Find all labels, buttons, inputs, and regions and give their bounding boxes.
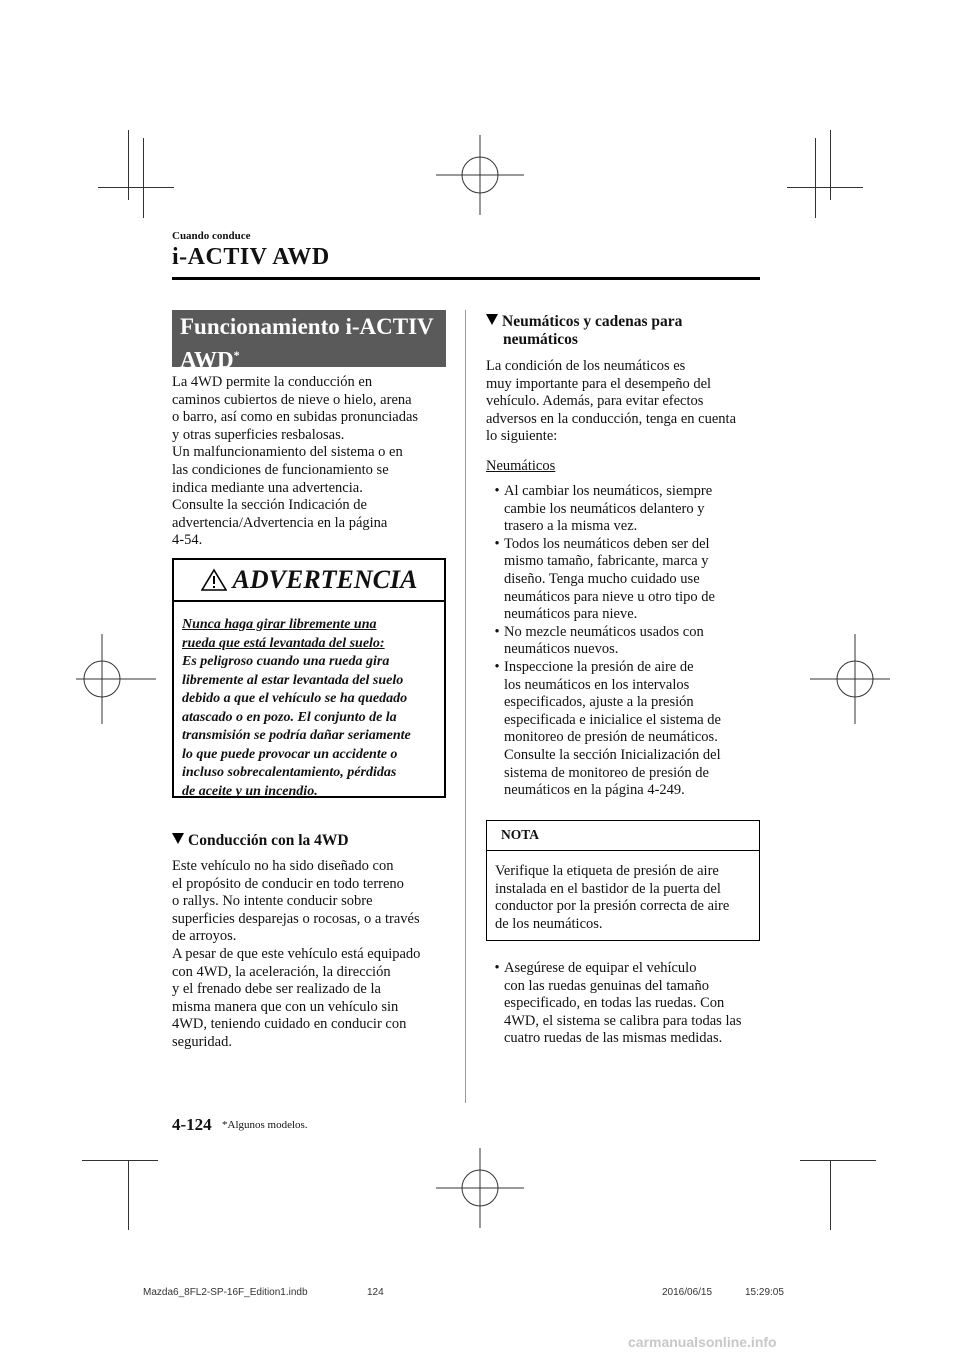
bullet-dot-icon: [490, 978, 504, 996]
tires-intro-paragraph: [486, 358, 736, 446]
page-title: i-ACTIV AWD: [172, 244, 330, 270]
text-line: advertencia/Advertencia en la página: [172, 514, 388, 531]
warning-line: lo que puede provocar un accidente o: [182, 746, 398, 762]
note-header: [487, 821, 759, 851]
bullet-dot-icon: [490, 782, 504, 800]
text-line: las condiciones de funcionamiento se: [172, 461, 389, 478]
bullet-dot-icon: [490, 747, 504, 765]
watermark: carmanualsonline.info: [628, 1334, 777, 1350]
text-line: el propósito de conducir en todo terreno: [172, 875, 404, 892]
bullet-dot-icon: •: [494, 658, 500, 675]
header-section-label: Cuando conduce: [172, 230, 251, 242]
warning-line: rueda que está levantada del suelo:: [182, 635, 385, 651]
warning-line: atascado o en pozo. El conjunto de la: [182, 709, 397, 725]
text-line: misma manera que con un vehículo sin: [172, 998, 399, 1015]
registration-mark-icon: [436, 135, 524, 215]
bullet-dot-icon: [490, 1030, 504, 1048]
warning-text: [182, 616, 444, 801]
crop-mark: [128, 130, 129, 200]
bullet-text: 4WD, el sistema se calibra para todas las: [504, 1012, 742, 1029]
bullet-dot-icon: [490, 677, 504, 695]
page-number: 4-124: [172, 1115, 212, 1134]
text-line: seguridad.: [172, 1033, 232, 1050]
bullet-dot-icon: [490, 694, 504, 712]
print-page: 124: [367, 1287, 384, 1298]
bullet-text: los neumáticos en los intervalos: [504, 676, 690, 693]
text-line: La 4WD permite la conducción en: [172, 374, 373, 390]
bullet-text: monitoreo de presión de neumáticos.: [504, 729, 718, 746]
bullet-text: especificada e inicialice el sistema de: [504, 711, 721, 728]
bullet-dot-icon: [490, 1013, 504, 1031]
section-title-line2: AWD: [180, 347, 234, 373]
bullet-text: diseño. Tenga mucho cuidado use: [504, 570, 700, 587]
bullet-dot-icon: [490, 712, 504, 730]
bullet-item: [486, 659, 721, 800]
warning-line: Nunca haga girar libremente una: [182, 617, 377, 632]
text-line: adversos en la conducción, tenga en cuenta: [486, 410, 737, 427]
bullet-text: especificados, ajuste a la presión: [504, 694, 694, 711]
triangle-down-icon: [172, 833, 184, 844]
bullet-text: especificado, en todas las ruedas. Con: [504, 995, 725, 1012]
intro-paragraph: [172, 374, 418, 550]
driving-paragraph: [172, 858, 420, 1052]
bullet-dot-icon: [490, 553, 504, 571]
warning-line: transmisión se podría dañar seriamente: [182, 728, 411, 743]
bullet-dot-icon: •: [494, 623, 500, 640]
warning-line: libremente al estar levantada del suelo: [182, 672, 404, 688]
warning-line: incluso sobrecalentamiento, pérdidas: [182, 765, 397, 780]
bullet-text: Todos los neumáticos deben ser del: [504, 535, 710, 552]
bullet-dot-icon: [490, 995, 504, 1013]
note-line: Verifique la etiqueta de presión de aire: [495, 863, 719, 879]
text-line: lo siguiente:: [486, 428, 558, 445]
registration-mark-icon: [436, 1148, 524, 1228]
bullet-text: No mezcle neumáticos usados con: [504, 623, 704, 640]
text-line: Un malfuncionamiento del sistema o en: [172, 444, 403, 461]
warning-title: ADVERTENCIA: [232, 565, 418, 594]
crop-mark: [830, 1160, 831, 1230]
sub-heading-4wd: Conducción con la 4WD: [172, 832, 349, 850]
section-title-line1: Funcionamiento i-ACTIV: [180, 314, 434, 339]
bullet-dot-icon: [490, 765, 504, 783]
text-line: superficies desparejas o rocosas, o a través: [172, 910, 420, 927]
crop-mark: [815, 138, 816, 218]
asterisk-mark: *: [233, 348, 240, 362]
bullet-text: neumáticos para nieve u otro tipo de: [504, 588, 715, 605]
text-line: y otras superficies resbalosas.: [172, 426, 345, 443]
note-line: instalada en el bastidor de la puerta del: [495, 880, 721, 897]
bullet-text: neumáticos para nieve.: [504, 606, 638, 623]
bullet-text: cambie los neumáticos delantero y: [504, 500, 705, 517]
text-line: vehículo. Además, para evitar efectos: [486, 393, 704, 410]
text-line: de arroyos.: [172, 928, 237, 945]
text-line: y el frenado debe ser realizado de la: [172, 981, 381, 998]
warning-header: [174, 560, 444, 602]
column-divider: [465, 310, 466, 1103]
text-line: A pesar de que este vehículo está equipado: [172, 945, 421, 962]
warning-line: debido a que el vehículo se ha quedado: [182, 691, 408, 706]
warning-triangle-icon: [201, 568, 227, 592]
tires-label: Neumáticos: [486, 458, 556, 474]
bullet-dot-icon: [490, 518, 504, 536]
bullet-dot-icon: •: [494, 535, 500, 552]
note-line: conductor por la presión correcta de aire: [495, 898, 730, 914]
bullet-dot-icon: •: [494, 960, 500, 976]
crop-mark: [82, 1160, 158, 1161]
bullet-item: [486, 536, 721, 624]
bullet-text: sistema de monitoreo de presión de: [504, 764, 709, 781]
note-box: [486, 820, 760, 941]
crop-mark: [143, 138, 144, 218]
registration-mark-icon: [810, 634, 890, 724]
text-line: caminos cubiertos de nieve o hielo, arena: [172, 391, 412, 408]
bullet-text: Consulte la sección Inicialización del: [504, 746, 721, 763]
note-line: de los neumáticos.: [495, 915, 603, 932]
text-line: muy importante para el desempeño del: [486, 375, 712, 392]
text-line: o barro, así como en subidas pronunciadas: [172, 409, 419, 426]
text-line: con 4WD, la aceleración, la dirección: [172, 963, 391, 980]
text-line: Consulte la sección Indicación de: [172, 497, 367, 514]
warning-line: de aceite y un incendio.: [182, 783, 318, 799]
footnote: *Algunos modelos.: [222, 1119, 308, 1131]
section-title-box: [172, 310, 446, 373]
bullet-text: Asegúrese de equipar el vehículo: [504, 960, 697, 976]
print-file: Mazda6_8FL2-SP-16F_Edition1.indb: [143, 1287, 308, 1298]
bullet-dot-icon: [490, 729, 504, 747]
header-divider: [172, 277, 760, 280]
crop-mark: [800, 1160, 876, 1161]
crop-mark: [98, 187, 174, 188]
text-line: La condición de los neumáticos es: [486, 358, 686, 374]
bullet-item: [486, 624, 721, 659]
crop-mark: [787, 187, 863, 188]
bullet-dot-icon: [490, 589, 504, 607]
bullet-dot-icon: [490, 606, 504, 624]
crop-mark: [830, 130, 831, 200]
warning-box: [172, 558, 446, 798]
bullet-text: neumáticos nuevos.: [504, 641, 619, 658]
text-line: 4-54.: [172, 532, 203, 549]
text-line: o rallys. No intente conducir sobre: [172, 893, 373, 910]
text-line: indica mediante una advertencia.: [172, 479, 363, 496]
bullet-item: [486, 483, 721, 536]
print-time: 15:29:05: [745, 1287, 784, 1298]
note-text: [495, 863, 729, 933]
bullet-text: Inspeccione la presión de aire de: [504, 658, 694, 675]
bullet-text: con las ruedas genuinas del tamaño: [504, 977, 709, 994]
text-line: Este vehículo no ha sido diseñado con: [172, 858, 394, 874]
bullet-dot-icon: [490, 641, 504, 659]
note-title: NOTA: [501, 827, 540, 842]
triangle-down-icon: [486, 314, 498, 325]
bullet-dot-icon: [490, 501, 504, 519]
bullet-text: neumáticos en la página 4-249.: [504, 782, 685, 799]
bullet-text: trasero a la misma vez.: [504, 518, 638, 535]
wheels-bullet: [486, 960, 742, 1048]
sub-heading-tires: Neumáticos y cadenas para neumáticos: [486, 313, 682, 349]
bullet-dot-icon: [490, 571, 504, 589]
tires-bullet-list: [486, 483, 721, 800]
bullet-text: Al cambiar los neumáticos, siempre: [504, 483, 713, 499]
bullet-dot-icon: •: [494, 483, 500, 499]
bullet-text: cuatro ruedas de las mismas medidas.: [504, 1030, 723, 1047]
text-line: 4WD, teniendo cuidado en conducir con: [172, 1016, 407, 1033]
registration-mark-icon: [76, 634, 156, 724]
print-date: 2016/06/15: [662, 1287, 713, 1298]
bullet-item: [486, 960, 742, 1048]
warning-line: Es peligroso cuando una rueda gira: [182, 654, 390, 669]
crop-mark: [128, 1160, 129, 1230]
bullet-text: mismo tamaño, fabricante, marca y: [504, 553, 709, 570]
